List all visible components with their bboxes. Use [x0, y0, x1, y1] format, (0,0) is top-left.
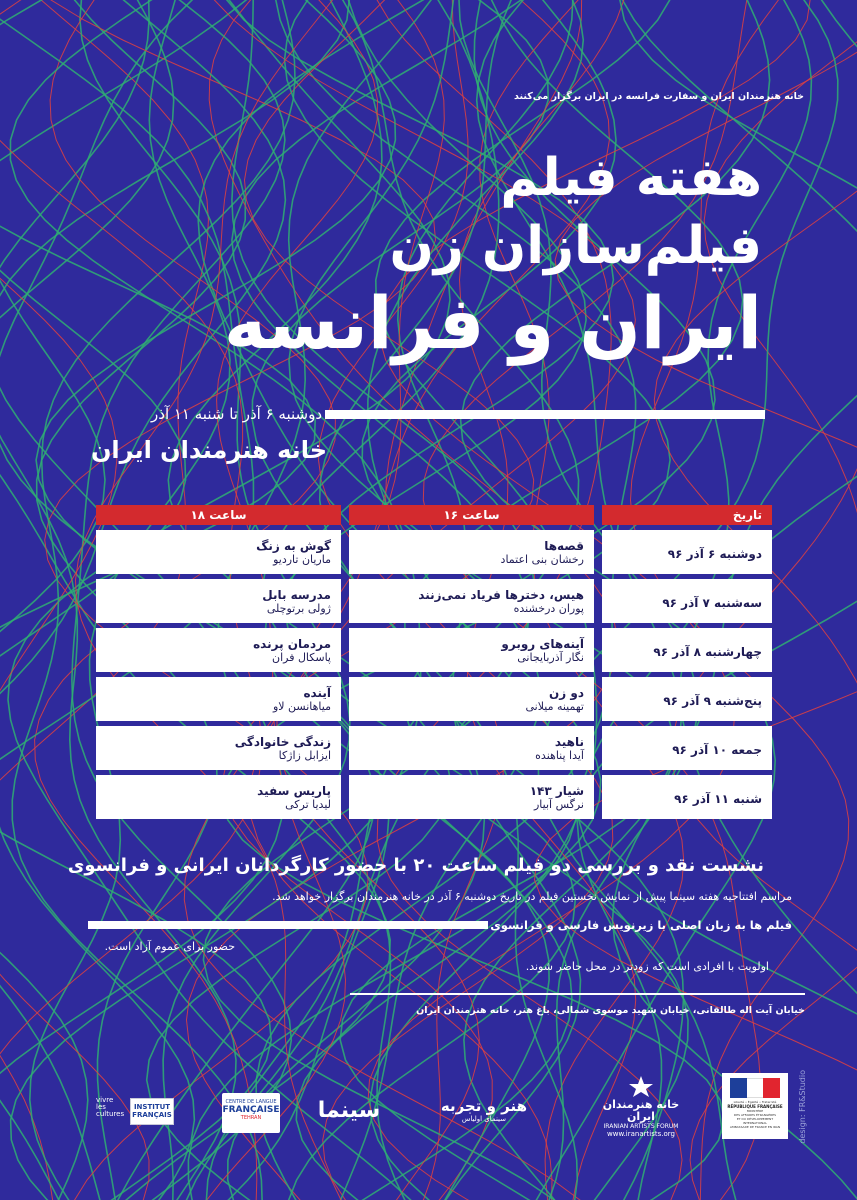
title-line-3: ایران و فرانسه	[223, 281, 762, 365]
organizers-line: خانه هنرمندان ایران و سفارت فرانسه در ایران برگزار می‌کنند	[514, 91, 804, 102]
date-range: دوشنبه ۶ آذر تا شنبه ۱۱ آذر	[151, 405, 322, 423]
film-title: مدرسه بابل	[262, 587, 331, 602]
film-director: ماریان تاردیو	[273, 552, 331, 566]
cinema-logo	[318, 1090, 380, 1130]
schedule-row	[96, 677, 772, 721]
schedule-date: جمعه ۱۰ آذر ۹۶	[672, 742, 762, 757]
cinema-name: سینما	[317, 1097, 381, 1123]
header-date: تاریخ	[602, 505, 772, 525]
fr-line-7: AMBASSADE DE FRANCE EN IRAN	[729, 1125, 781, 1129]
vivre-line-3: cultures	[96, 1110, 125, 1118]
film-director: ایزابل زاژکا	[278, 748, 331, 762]
film-title: زندگی خانوادگی	[234, 734, 331, 749]
institut-francais-logo	[130, 1098, 174, 1125]
iaf-name-en: IRANIAN ARTISTS FORUM	[603, 1123, 679, 1131]
film-cell-16	[349, 579, 594, 623]
ceremony-note: مراسم افتتاحیه هفته سینما پیش از نمایش نخستین فیلم در تاریخ دوشنبه ۶ آذر در خانه هنرمندان برگزار خواهد شد.	[272, 890, 792, 903]
cdlf-line-3: TEHRAN	[240, 1115, 262, 1121]
iaf-name-fa: خانه هنرمندان ایران	[602, 1098, 680, 1124]
schedule-date-cell	[602, 530, 772, 574]
film-director: لیدیا ترکی	[285, 797, 331, 811]
flag-icon	[730, 1078, 780, 1098]
film-director: نگار آذربایجانی	[517, 650, 584, 664]
film-title: مردمان پرنده	[253, 636, 331, 651]
schedule-date-cell	[602, 628, 772, 672]
film-director: تهمینه میلانی	[525, 699, 584, 713]
schedule-date-cell	[602, 677, 772, 721]
schedule-date: دوشنبه ۶ آذر ۹۶	[667, 546, 762, 561]
session-note: نشست نقد و بررسی دو فیلم ساعت ۲۰ با حضور کارگردانان ایرانی و فرانسوی	[67, 855, 764, 876]
fr-line-5: ET DU DÉVELOPPEMENT	[736, 1117, 774, 1121]
film-director: آیدا پناهنده	[535, 748, 584, 762]
film-cell-18	[96, 628, 341, 672]
header-18: ساعت ۱۸	[96, 505, 341, 525]
film-cell-18	[96, 726, 341, 770]
film-director: ژولی برتوچلی	[266, 601, 331, 615]
fr-line-3: MINISTÈRE	[746, 1109, 764, 1113]
vivre-line-2: les	[96, 1103, 106, 1111]
title-line-2: فیلم‌سازان زن	[389, 216, 762, 276]
film-title: دو زن	[549, 685, 584, 700]
address: خیابان آیت اله طالقانی، خیابان شهید موسوی شمالی، باغ هنر، خانه هنرمندان ایران	[416, 1005, 805, 1016]
star-logo-icon	[626, 1075, 656, 1099]
film-director: نرگس آبیار	[534, 797, 584, 811]
schedule-date: سه‌شنبه ۷ آذر ۹۶	[662, 595, 762, 610]
film-director: میاهانسن لاو	[272, 699, 331, 713]
french-republic-logo	[722, 1073, 788, 1139]
film-title: آینده	[303, 685, 331, 700]
fr-line-2: RÉPUBLIQUE FRANÇAISE	[727, 1104, 783, 1109]
schedule-row	[96, 628, 772, 672]
schedule-row	[96, 775, 772, 819]
film-director: پاسکال فران	[271, 650, 331, 664]
honar-tajrobeh-logo	[437, 1085, 527, 1135]
if-line-2: FRANÇAIS	[132, 1111, 172, 1119]
film-cell-16	[349, 677, 594, 721]
schedule-date: شنبه ۱۱ آذر ۹۶	[674, 791, 762, 806]
film-title: قصه‌ها	[544, 538, 584, 553]
film-cell-18	[96, 775, 341, 819]
schedule-date-cell	[602, 775, 772, 819]
schedule-date-cell	[602, 579, 772, 623]
access-note-1: حضور برای عموم آزاد است.	[104, 940, 235, 953]
fr-line-6: INTERNATIONAL	[742, 1121, 768, 1125]
film-director: پوران درخشنده	[513, 601, 584, 615]
film-title: هیس، دخترها فریاد نمی‌زنند	[418, 587, 584, 602]
header-16: ساعت ۱۶	[349, 505, 594, 525]
film-cell-16	[349, 530, 594, 574]
cdlf-logo	[222, 1093, 280, 1133]
fr-line-4: DES AFFAIRES ÉTRANGÈRES	[733, 1113, 777, 1117]
divider-line-bottom	[350, 993, 805, 995]
film-title: ناهید	[554, 734, 584, 749]
iranian-artists-forum-logo	[600, 1075, 682, 1137]
film-title: آینه‌های روبرو	[501, 636, 584, 651]
if-line-1: INSTITUT	[133, 1103, 171, 1111]
divider-bar-top	[325, 410, 765, 419]
schedule-row	[96, 530, 772, 574]
fr-line-1: Liberté • Égalité • Fraternité	[733, 1100, 777, 1104]
access-note-2: اولویت با افرادی است که زودتر در محل حاضر شوند.	[525, 960, 769, 973]
vivre-line-1: vivre	[96, 1096, 114, 1104]
subtitle-note: فیلم ها به زبان اصلی با زیرنویس فارسی و فرانسوی	[490, 918, 792, 932]
cdlf-line-2: FRANÇAISE	[222, 1105, 280, 1115]
design-credit: design: FR&Studio	[798, 1070, 807, 1144]
vivre-les-cultures-logo	[96, 1097, 128, 1123]
film-cell-18	[96, 579, 341, 623]
schedule-date: پنج‌شنبه ۹ آذر ۹۶	[663, 693, 762, 708]
film-cell-18	[96, 530, 341, 574]
iaf-url: www.iranartists.org	[607, 1130, 675, 1139]
schedule-row	[96, 579, 772, 623]
schedule-table	[88, 500, 780, 824]
hotj-sub: سینمای اولیاس	[461, 1115, 507, 1123]
film-cell-16	[349, 726, 594, 770]
film-title: پاریس سفید	[257, 783, 331, 798]
film-cell-18	[96, 677, 341, 721]
schedule-row	[96, 726, 772, 770]
schedule-date-cell	[602, 726, 772, 770]
divider-bar-mid	[88, 921, 488, 929]
title-line-1: هفته فیلم	[500, 148, 762, 208]
film-director: رخشان بنی اعتماد	[500, 552, 584, 566]
film-cell-16	[349, 628, 594, 672]
schedule-date: چهارشنبه ۸ آذر ۹۶	[653, 644, 762, 659]
film-title: شیار ۱۴۳	[529, 783, 584, 798]
schedule-header-row	[96, 505, 772, 525]
cdlf-line-1: CENTRE DE LANGUE	[225, 1099, 277, 1105]
venue-name: خانه هنرمندان ایران	[90, 436, 327, 464]
hotj-name: هنر و تجربه	[440, 1097, 527, 1115]
film-cell-16	[349, 775, 594, 819]
film-title: گوش به زنگ	[256, 538, 331, 553]
